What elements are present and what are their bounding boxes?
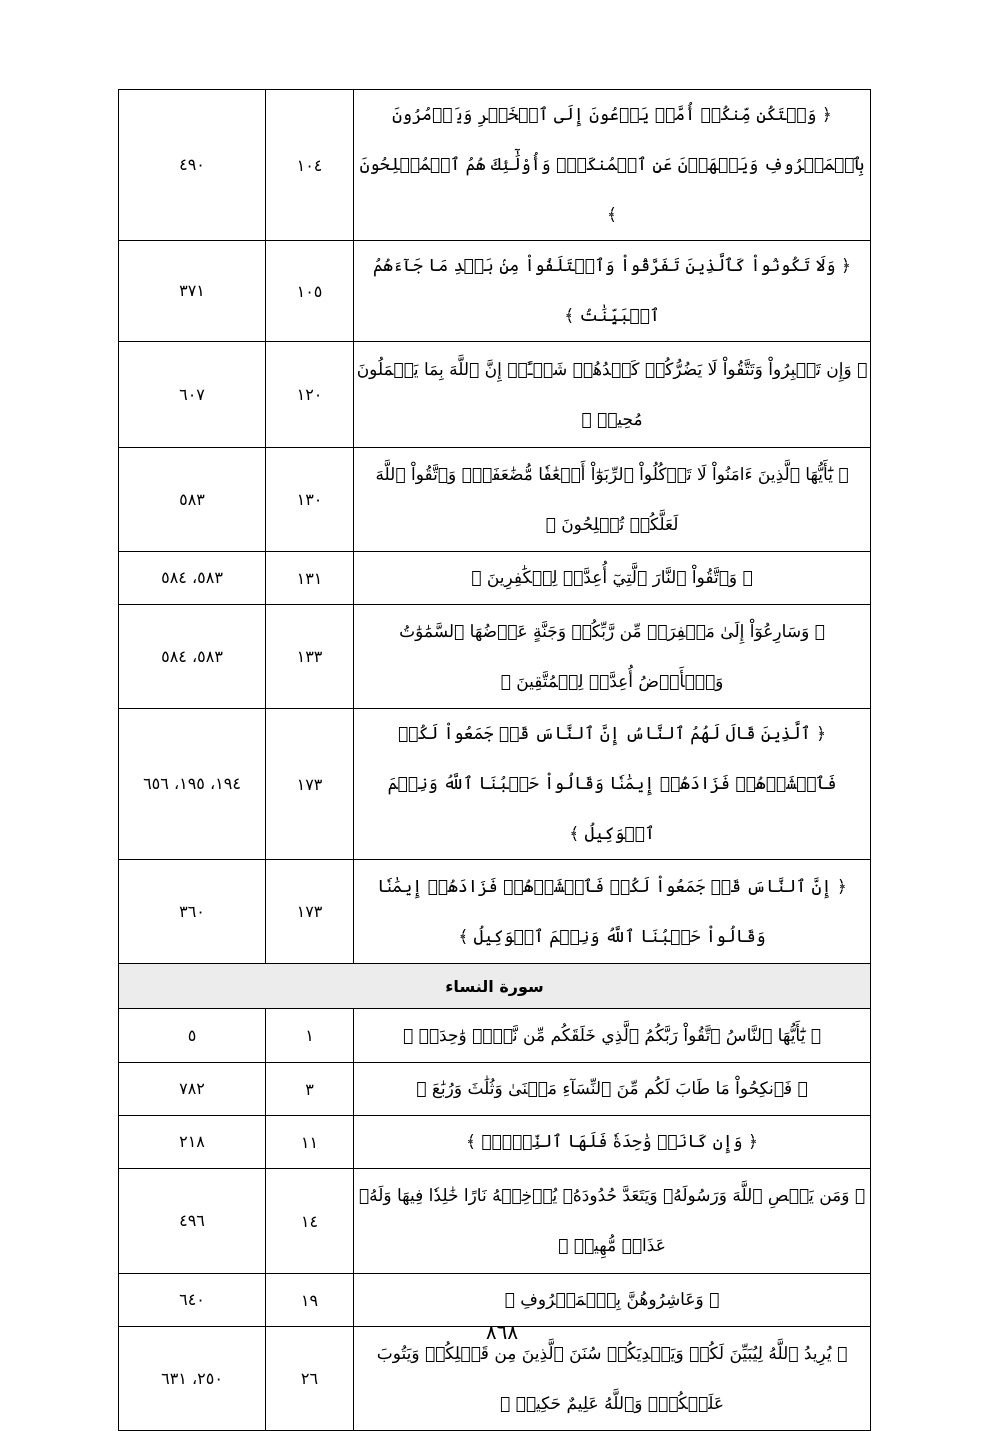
verse-text: ﴿ ٱلَّذِينَ قَالَ لَهُمُ ٱلنَّاسُ إِنَّ ٱلنَّاسَ قَدۡ جَمَعُواْ لَكُمۡ فَٱخۡشَوۡهُمۡ فَزَادَهُمۡ إِيمَٰنٗا وَقَالُواْ حَسۡبُنَا ٱللَّهُ وَنِعۡمَ ٱلۡوَكِيلُ ﴾ bbox=[354, 709, 871, 860]
table-row bbox=[119, 1169, 871, 1274]
ayah-number: ٢٦ bbox=[266, 1327, 354, 1431]
table-row bbox=[119, 860, 871, 964]
page-refs: ٥ bbox=[119, 1009, 266, 1063]
verse-text: ﴿ وَلۡتَكُن مِّنكُمۡ أُمَّةٞ يَدۡعُونَ إِلَى ٱلۡخَيۡرِ وَيَأۡمُرُونَ بِٱلۡمَعۡرُوفِ وَيَنۡهَوۡنَ عَنِ ٱلۡمُنكَرِۚ وَأُوْلَٰٓئِكَ هُمُ ٱلۡمُفۡلِحُونَ ﴾ bbox=[354, 90, 871, 241]
table-row bbox=[119, 1009, 871, 1063]
ayah-number: ١٣٣ bbox=[266, 605, 354, 709]
verse-text: ﴿ يُرِيدُ ٱللَّهُ لِيُبَيِّنَ لَكُمۡ وَيَهۡدِيَكُمۡ سُنَنَ ٱلَّذِينَ مِن قَبۡلِكُمۡ وَيَتُوبَ عَلَيۡكُمۡۗ وَٱللَّهُ عَلِيمٌ حَكِيمٞ ﴾ bbox=[354, 1327, 871, 1431]
table-row bbox=[119, 90, 871, 241]
table-row bbox=[119, 1116, 871, 1169]
page-refs: ٣٦٠ bbox=[119, 860, 266, 964]
ayah-number: ١٠٥ bbox=[266, 241, 354, 342]
page-refs: ٥٨٣ bbox=[119, 448, 266, 552]
page-refs: ٤٩٠ bbox=[119, 90, 266, 241]
page-refs: ٦٤٠ bbox=[119, 1274, 266, 1327]
ayah-number: ١٤ bbox=[266, 1169, 354, 1274]
page-refs: ٥٨٣، ٥٨٤ bbox=[119, 552, 266, 605]
page-number: ٨٦٨ bbox=[485, 1320, 519, 1344]
table-row bbox=[119, 1274, 871, 1327]
page-refs: ٤٩٦ bbox=[119, 1169, 266, 1274]
table-row bbox=[119, 552, 871, 605]
page-refs: ٦٠٧ bbox=[119, 342, 266, 448]
verse-text: ﴿ وَلَا تَكُونُواْ كَٱلَّذِينَ تَفَرَّقُواْ وَٱخۡتَلَفُواْ مِنۢ بَعۡدِ مَا جَآءَهُمُ ٱلۡبَيِّنَٰتُ ﴾ bbox=[354, 241, 871, 342]
page-refs: ١٩٤، ١٩٥، ٦٥٦ bbox=[119, 709, 266, 860]
verse-text: ﴿ وَٱتَّقُواْ ٱلنَّارَ ٱلَّتِيٓ أُعِدَّتۡ لِلۡكَٰفِرِينَ ﴾ bbox=[354, 552, 871, 605]
page-refs: ٢٥٠، ٦٣١ bbox=[119, 1327, 266, 1431]
verse-text: ﴿ وَعَاشِرُوهُنَّ بِٱلۡمَعۡرُوفِ ﴾ bbox=[354, 1274, 871, 1327]
verse-text: ﴿ وَإِن كَانَتۡ وَٰحِدَةٗ فَلَهَا ٱلنِّصۡفُۚ ﴾ bbox=[354, 1116, 871, 1169]
table-row bbox=[119, 605, 871, 709]
page-refs: ٣٧١ bbox=[119, 241, 266, 342]
ayah-number: ١٣١ bbox=[266, 552, 354, 605]
index-table bbox=[118, 89, 871, 1431]
table-row bbox=[119, 241, 871, 342]
table-row bbox=[119, 709, 871, 860]
ayah-number: ١ bbox=[266, 1009, 354, 1063]
ayah-number: ٣ bbox=[266, 1063, 354, 1116]
surah-section-row bbox=[119, 964, 871, 1009]
ayah-number: ١١ bbox=[266, 1116, 354, 1169]
page-refs: ٢١٨ bbox=[119, 1116, 266, 1169]
verse-text: ﴿ فَٱنكِحُواْ مَا طَابَ لَكُم مِّنَ ٱلنِّسَآءِ مَثۡنَىٰ وَثُلَٰثَ وَرُبَٰعَ ﴾ bbox=[354, 1063, 871, 1116]
verse-text: ﴿ إِنَّ ٱلنَّاسَ قَدۡ جَمَعُواْ لَكُمۡ فَٱخۡشَوۡهُمۡ فَزَادَهُمۡ إِيمَٰنٗا وَقَالُواْ حَسۡبُنَا ٱللَّهُ وَنِعۡمَ ٱلۡوَكِيلُ ﴾ bbox=[354, 860, 871, 964]
table-row bbox=[119, 1063, 871, 1116]
ayah-number: ١٧٣ bbox=[266, 860, 354, 964]
surah-title: سورة النساء bbox=[119, 964, 871, 1009]
verse-text: ﴿ وَمَن يَعۡصِ ٱللَّهَ وَرَسُولَهُۥ وَيَتَعَدَّ حُدُودَهُۥ يُدۡخِلۡهُ نَارًا خَٰلِدٗا فِيهَا وَلَهُۥ عَذَابٞ مُّهِينٞ ﴾ bbox=[354, 1169, 871, 1274]
ayah-number: ١٢٠ bbox=[266, 342, 354, 448]
ayah-number: ١٠٤ bbox=[266, 90, 354, 241]
table-row bbox=[119, 448, 871, 552]
verse-text: ﴿ وَإِن تَصۡبِرُواْ وَتَتَّقُواْ لَا يَضُرُّكُمۡ كَيۡدُهُمۡ شَيۡـًٔاۗ إِنَّ ٱللَّهَ بِمَا يَعۡمَلُونَ مُحِيطٞ ﴾ bbox=[354, 342, 871, 448]
verse-text: ﴿ وَسَارِعُوٓاْ إِلَىٰ مَغۡفِرَةٖ مِّن رَّبِّكُمۡ وَجَنَّةٍ عَرۡضُهَا ٱلسَّمَٰوَٰتُ وَٱلۡأَرۡضُ أُعِدَّتۡ لِلۡمُتَّقِينَ ﴾ bbox=[354, 605, 871, 709]
verse-text: ﴿ يَٰٓأَيُّهَا ٱلنَّاسُ ٱتَّقُواْ رَبَّكُمُ ٱلَّذِي خَلَقَكُم مِّن نَّفۡسٖ وَٰحِدَةٖ ﴾ bbox=[354, 1009, 871, 1063]
ayah-number: ١٣٠ bbox=[266, 448, 354, 552]
page-refs: ٧٨٢ bbox=[119, 1063, 266, 1116]
ayah-number: ١٧٣ bbox=[266, 709, 354, 860]
verse-text: ﴿ يَٰٓأَيُّهَا ٱلَّذِينَ ءَامَنُواْ لَا تَأۡكُلُواْ ٱلرِّبَوٰٓاْ أَضۡعَٰفٗا مُّضَٰعَفَةٗۖ وَٱتَّقُواْ ٱللَّهَ لَعَلَّكُمۡ تُفۡلِحُونَ ﴾ bbox=[354, 448, 871, 552]
ayah-number: ١٩ bbox=[266, 1274, 354, 1327]
table-row bbox=[119, 342, 871, 448]
page-refs: ٥٨٣، ٥٨٤ bbox=[119, 605, 266, 709]
